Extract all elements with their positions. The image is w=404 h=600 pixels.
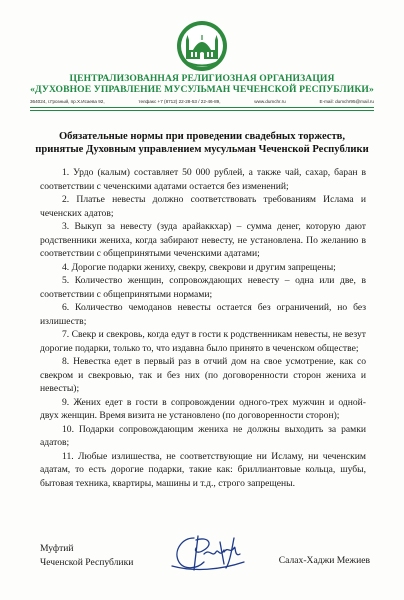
document-title-line2: принятые Духовным управлением мусульман Чеченской Республики: [35, 144, 369, 155]
email: E-mail: dumchr95@mail.ru: [319, 99, 374, 104]
document-body: [40, 166, 366, 490]
signatory-name: Салах-Хаджи Межиев: [278, 555, 370, 566]
rule-item: 6. Количество чемоданов невесты остается без ограничений, но без излишеств;: [40, 302, 366, 327]
address: 364024, г.Грозный, пр.Х.Исаева 92,: [30, 99, 105, 104]
rule-item: 1. Урдо (калым) составляет 50 000 рублей, а также чай, сахар, баран в соответствии с чеченскими адатами остается без изменений;: [40, 167, 366, 192]
mosque-emblem-icon: [176, 20, 228, 72]
signatory-role-line1: Муфтий: [40, 543, 74, 554]
rule-item: 9. Жених едет в гости в сопровождении одного-трех мужчин и одной-двух женщин. Время визита не установлено (по договоренности сторон);: [40, 396, 366, 421]
organization-name-line2: «ДУХОВНОЕ УПРАВЛЕНИЕ МУСУЛЬМАН ЧЕЧЕНСКОЙ РЕСПУБЛИКИ»: [30, 84, 374, 95]
website: www.dumchr.ru: [254, 99, 286, 104]
handwritten-signature: [164, 528, 248, 576]
rule-item: 4. Дорогие подарки жениху, свекру, свекрови и другим запрещены;: [62, 261, 336, 273]
rule-item: 11. Любые излишества, не соответствующие ни Исламу, ни чеченским адатам, то есть дорогие подарки, такие как: бриллиантовые кольца, шубы, бытовая техника, квартиры, машины и т.д., строго запрещены.: [40, 450, 366, 489]
contact-line: [30, 99, 374, 104]
rule-item: 7. Свекр и свекровь, когда едут в гости к родственникам невесты, не везут дорогие подарки, только то, что издавна было принято в чеченском обществе;: [40, 329, 366, 354]
rule-item: 5. Количество женщин, сопровождающих невесту – одна или две, в соответствии с общепринятыми нормами;: [40, 275, 366, 300]
signatory-title: [40, 542, 133, 569]
rule-item: 3. Выкуп за невесту (зуда арайаккхар) – сумма денег, которую дают родственники жениха, когда забирают невесту, не установлена. По желанию в соответствии с общепринятыми чеченскими адатами;: [40, 221, 366, 259]
phone: телфакс +7 (8712) 22-28-53 / 22-46-89,: [138, 99, 221, 104]
rule-item: 8. Невестка едет в первый раз в отчий дом на свое усмотрение, как со свекром и свекровью, так и без них (по договоренности сторон жениха и невесты);: [40, 356, 366, 394]
organization-name-line1: ЦЕНТРАЛИЗОВАННАЯ РЕЛИГИОЗНАЯ ОРГАНИЗАЦИЯ: [69, 73, 335, 84]
rule-item: 2. Платье невесты должно соответствовать требованиям Ислама и чеченских адатов;: [40, 194, 366, 219]
rule-item: 10. Подарки сопровождающим жениха не должны выходить за рамки адатов;: [40, 423, 366, 448]
signatory-role-line2: Чеченской Республики: [40, 556, 134, 568]
document-title-line1: Обязательные нормы при проведении свадебных торжеств,: [58, 131, 346, 142]
header-divider-thick: [30, 107, 374, 108]
header-divider-thin: [30, 110, 374, 111]
